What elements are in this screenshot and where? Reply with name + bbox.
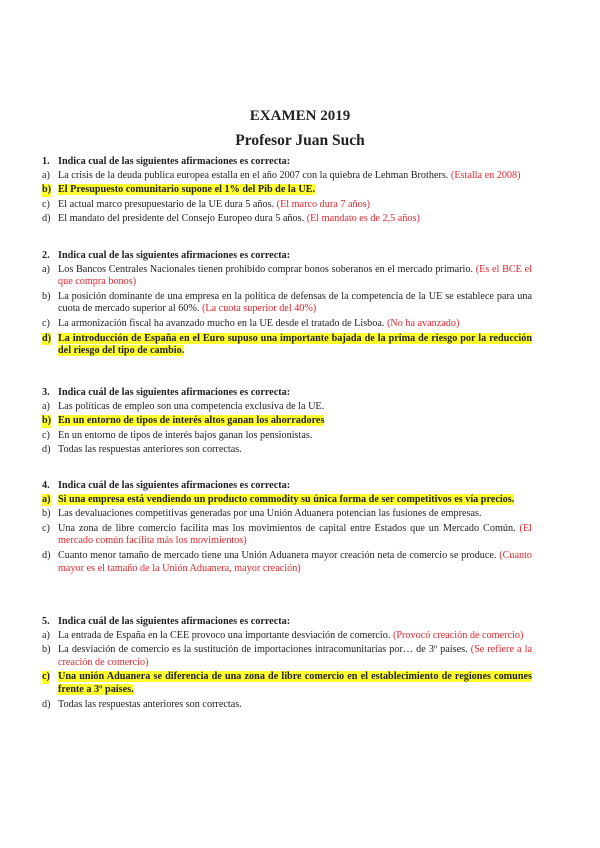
option-d: d) Todas las respuestas anteriores son correctas.: [42, 444, 242, 456]
option-a: a) Las políticas de empleo son una competencia exclusiva de la UE.: [42, 400, 325, 412]
correction-note: (El mandato es de 2,5 años): [306, 213, 420, 225]
option-d: d) El mandato del presidente del Consejo Europeo dura 5 años. (El mandato es de 2,5 años): [42, 213, 420, 225]
question-4: [42, 480, 532, 577]
question-prompt: 4. Indica cuál de las siguientes afirmaciones es correcta:: [42, 480, 291, 491]
option-c: c) El actual marco presupuestario de la UE dura 5 años. (El marco dura 7 años): [42, 198, 371, 210]
option-d: d) Cuanto menor tamaño de mercado tiene una Unión Aduanera mayor creación neta de comercio se produce. (Cuanto mayor es el tamaño de la Unión Aduanera, mayor creación): [42, 549, 533, 574]
correction-note: (Estalla en 2008): [450, 169, 521, 181]
option-a: a) Los Bancos Centrales Nacionales tienen prohibido comprar bonos soberanos en el mercado primario. (Es el BCE el que compra bonos): [42, 263, 532, 288]
option-b: b) La desviación de comercio es la sustitución de importaciones intracomunitarias por… de 3º países. (Se refiere a la creación de comercio): [42, 644, 533, 668]
question-prompt: 2. Indica cual de las siguientes afirmaciones es correcta:: [42, 250, 291, 261]
correction-note: (El mercado común facilita más los movimientos): [58, 522, 532, 547]
option-d: d) Todas las respuestas anteriores son correctas.: [42, 698, 242, 710]
correction-note: (Se refiere a la creación de comercio): [58, 644, 533, 668]
exam-subtitle: Profesor Juan Such: [235, 132, 365, 149]
option-c: c) En un entorno de tipos de interés bajos ganan los pensionistas.: [42, 429, 313, 441]
question-prompt: 1. Indica cual de las siguientes afirmaciones es correcta:: [42, 156, 291, 167]
correction-note: (Es el BCE el que compra bonos): [58, 263, 532, 288]
question-prompt: 5. Indica cuál de las siguientes afirmaciones es correcta:: [42, 616, 291, 627]
option-c: c) Una zona de libre comercio facilita mas los movimientos de capital entre Estados que un Mercado Común. (El mercado común facilita más los movimientos): [42, 522, 532, 547]
exam-title: EXAMEN 2019: [249, 108, 351, 124]
option-b: b) La posición dominante de una empresa en la política de defensas de la competencia de la UE se establece para una cuota de mercado superior al 60%. (La cuota superior del 40%): [42, 290, 532, 315]
correction-note: (No ha avanzado): [386, 317, 460, 329]
option-b-correct: b) El Presupuesto comunitario supone el 1% del Pib de la UE.: [42, 184, 316, 196]
option-a-correct: a) Si una empresa está vendiendo un producto commodity su única forma de ser competitivos es vía precios.: [42, 493, 515, 505]
question-3: [42, 387, 532, 459]
correction-note: (Provocó creación de comercio): [392, 629, 524, 641]
option-a: a) La entrada de España en la CEE provoco una importante desviación de comercio. (Provocó creación de comercio): [42, 629, 524, 641]
option-c-correct: c) Una unión Aduanera se diferencia de una zona de libre comercio en el establecimiento de regiones comunes frente a 3º países.: [42, 671, 532, 695]
question-1: [42, 156, 532, 228]
question-prompt: 3. Indica cuál de las siguientes afirmaciones es correcta:: [42, 387, 291, 398]
correction-note: (Cuanto mayor es el tamaño de la Unión Aduanera, mayor creación): [58, 549, 533, 574]
option-b: b) Las devaluaciones competitivas generadas por una Unión Aduanera potencian las fusiones de empresas.: [42, 508, 482, 520]
option-c: c) La armonización fiscal ha avanzado mucho en la UE desde el tratado de Lisboa. (No ha avanzado): [42, 317, 460, 329]
option-a: a) La crisis de la deuda publica europea estalla en el año 2007 con la quiebra de Lehman Brothers. (Estalla en 2008): [42, 169, 521, 181]
correction-note: (La cuota superior del 40%): [201, 303, 317, 315]
question-2: [42, 250, 532, 360]
question-5: [42, 616, 532, 713]
option-d-correct: d) La introducción de España en el Euro supuso una importante bajada de la prima de riesgo por la reducción del riesgo del tipo de cambio.: [42, 332, 532, 357]
correction-note: (El marco dura 7 años): [276, 198, 371, 210]
option-b-correct: b) En un entorno de tipos de interés altos ganan los ahorradores: [42, 415, 325, 427]
